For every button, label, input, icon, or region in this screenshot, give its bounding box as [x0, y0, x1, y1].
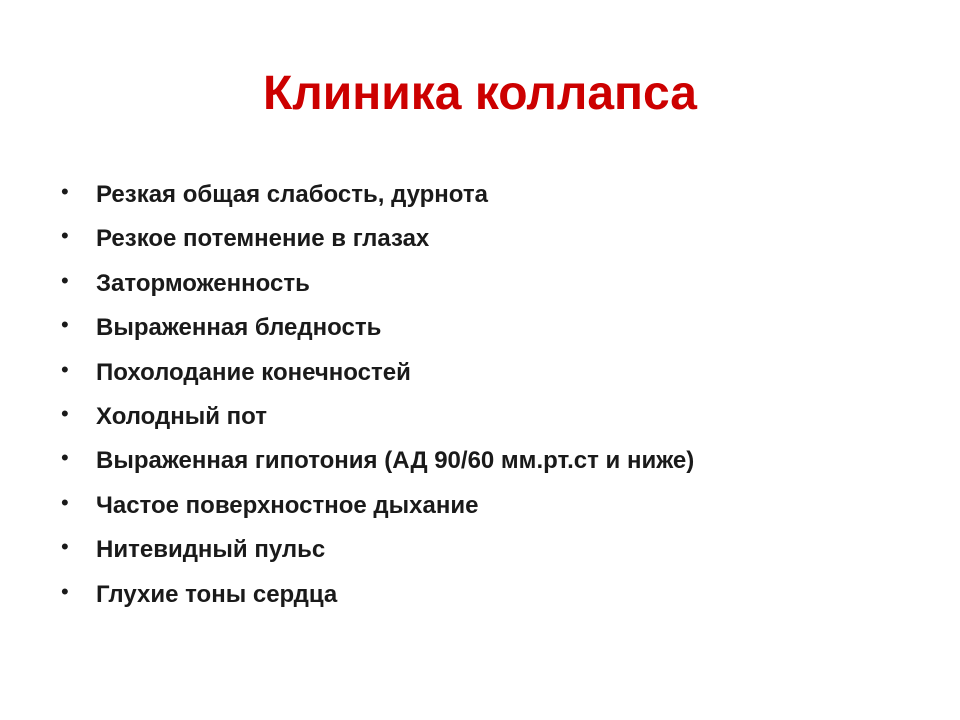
list-item — [0, 439, 960, 483]
list-item — [0, 217, 960, 261]
list-item — [0, 351, 960, 395]
list-item-text: Резкое потемнение в глазах — [96, 225, 430, 253]
list-item — [0, 395, 960, 439]
bullet-icon: • — [61, 400, 69, 426]
bullet-icon: • — [61, 312, 69, 338]
bullet-list — [0, 173, 960, 617]
slide-title: Клиника коллапса — [262, 67, 697, 120]
list-item-text: Похолодание конечностей — [96, 358, 411, 386]
list-item — [0, 173, 960, 217]
list-item — [0, 262, 960, 306]
bullet-icon: • — [61, 179, 69, 204]
bullet-icon: • — [61, 223, 69, 249]
bullet-icon: • — [61, 578, 69, 604]
list-item-text: Глухие тоны сердца — [96, 580, 338, 608]
bullet-icon: • — [61, 356, 69, 382]
list-item — [0, 484, 960, 528]
list-item — [0, 528, 960, 572]
list-item-text: Частое поверхностное дыхание — [96, 491, 479, 519]
bullet-icon: • — [61, 445, 69, 471]
list-item — [0, 306, 960, 350]
bullet-icon: • — [61, 267, 69, 293]
list-item-text: Резкая общая слабость, дурнота — [96, 181, 488, 208]
list-item-text: Выраженная бледность — [96, 314, 382, 342]
list-item-text: Холодный пот — [96, 402, 267, 430]
list-item-text: Заторможенность — [96, 269, 310, 297]
bullet-icon: • — [61, 489, 69, 515]
bullet-icon: • — [61, 534, 69, 560]
list-item-text: Выраженная гипотония (АД 90/60 мм.рт.ст и ниже) — [96, 447, 695, 475]
list-item — [0, 573, 960, 617]
list-item-text: Нитевидный пульс — [96, 536, 326, 564]
